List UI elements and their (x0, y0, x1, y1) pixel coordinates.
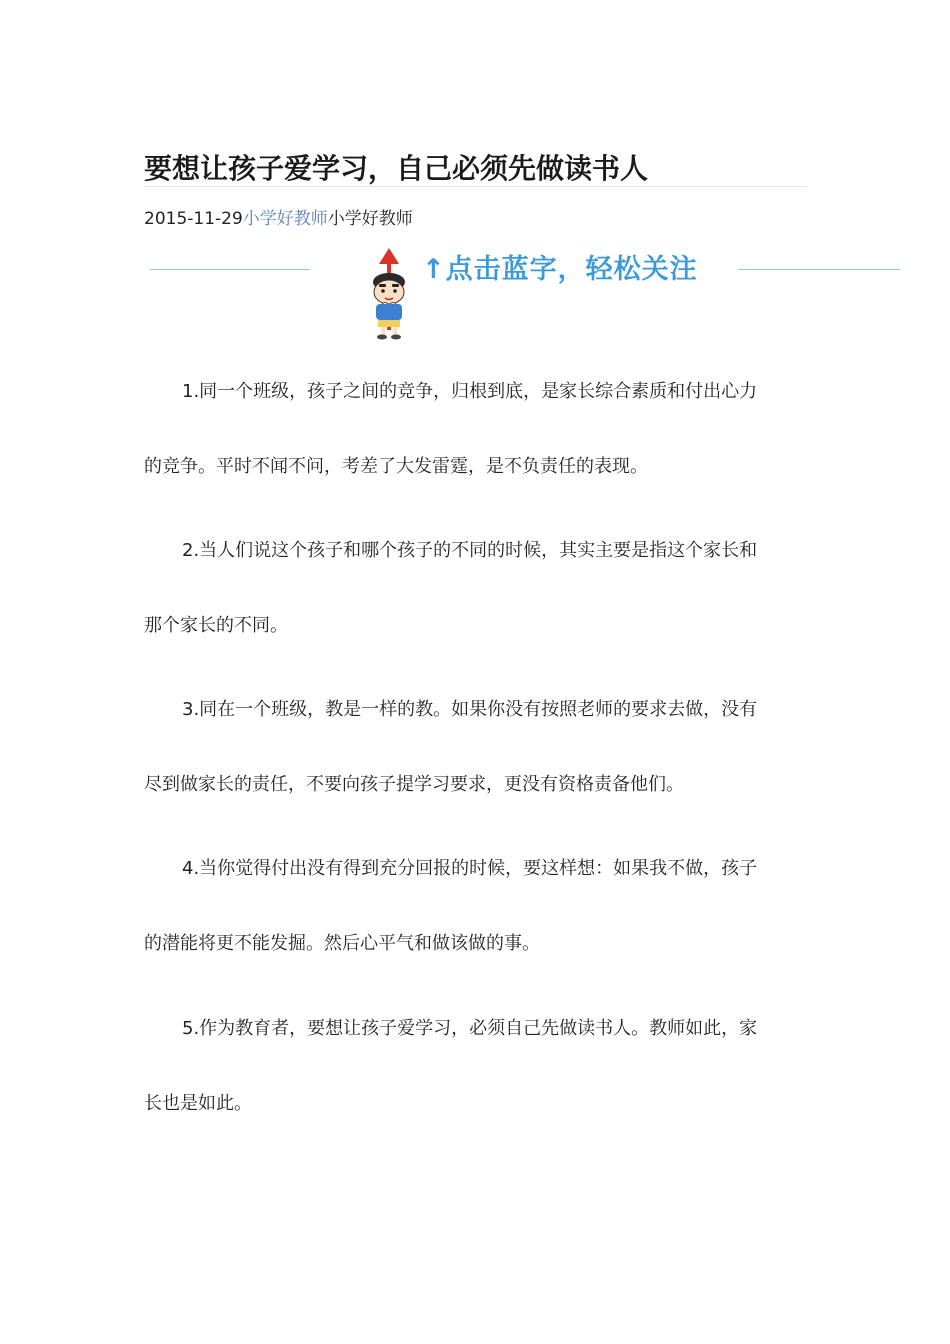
banner-divider-left (150, 269, 310, 270)
crayon-shinchan-holding-arrow-icon (358, 248, 422, 340)
paragraph-line: 4.当你觉得付出没有得到充分回报的时候，要这样想：如果我不做，孩子 (182, 858, 758, 879)
paragraph-line: 尽到做家长的责任，不要向孩子提学习要求，更没有资格责备他们。 (144, 774, 684, 795)
account-link[interactable]: 小学好教师 (242, 209, 328, 229)
publish-date: 2015-11-29 (144, 209, 243, 229)
paragraph-line: 的竞争。平时不闻不问，考差了大发雷霆，是不负责任的表现。 (144, 456, 648, 477)
paragraph-4 (144, 850, 804, 963)
paragraph-3 (144, 691, 804, 804)
article-meta (144, 206, 413, 232)
follow-banner[interactable] (150, 244, 900, 340)
follow-prompt[interactable]: ↑点击蓝字，轻松关注 (422, 254, 698, 285)
paragraph-line: 5.作为教育者，要想让孩子爱学习，必须自己先做读书人。教师如此，家 (182, 1018, 758, 1039)
paragraph-1 (144, 373, 804, 486)
paragraph-line: 2.当人们说这个孩子和哪个孩子的不同的时候，其实主要是指这个家长和 (182, 540, 758, 561)
banner-divider-right (738, 269, 900, 270)
paragraph-line: 长也是如此。 (144, 1093, 252, 1114)
paragraph-2 (144, 532, 804, 645)
paragraph-line: 3.同在一个班级，教是一样的教。如果你没有按照老师的要求去做，没有 (182, 699, 758, 720)
account-name: 小学好教师 (327, 209, 413, 229)
title-divider (144, 186, 806, 187)
paragraph-line: 1.同一个班级，孩子之间的竞争，归根到底，是家长综合素质和付出心力 (182, 381, 758, 402)
paragraph-line: 的潜能将更不能发掘。然后心平气和做该做的事。 (144, 933, 540, 954)
paragraph-line: 那个家长的不同。 (144, 615, 288, 636)
article-title: 要想让孩子爱学习，自己必须先做读书人 (144, 151, 649, 185)
paragraph-5 (144, 1010, 804, 1123)
